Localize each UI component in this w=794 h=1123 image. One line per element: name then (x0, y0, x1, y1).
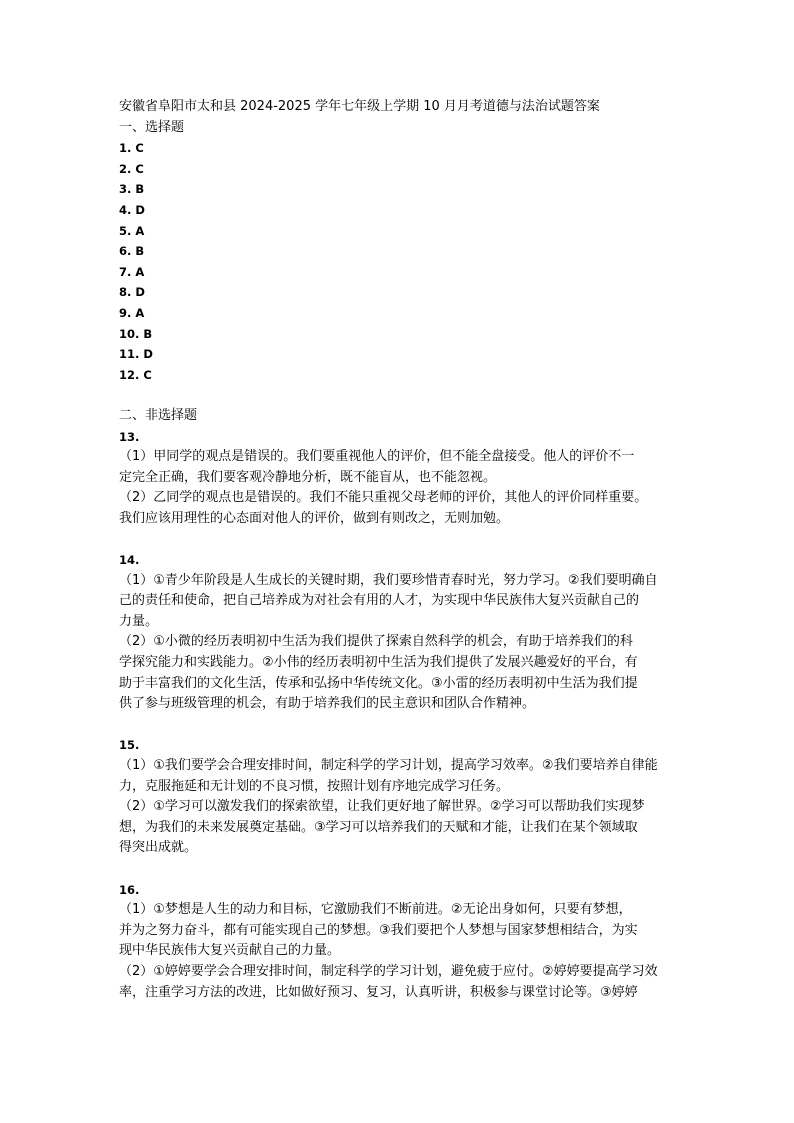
answer-line: （2）①小微的经历表明初中生活为我们提供了探索自然科学的机会，有助于培养我们的科 (119, 634, 633, 650)
question-13 (119, 427, 684, 530)
question-number: 14. (119, 553, 140, 568)
answer-item: 11. D (119, 347, 153, 362)
answer-line: 力，克服拖延和无计划的不良习惯，按照计划有序地完成学习任务。 (119, 778, 510, 794)
answer-item: 3. B (119, 182, 145, 197)
multiple-choice-answers (119, 138, 684, 385)
answer-line: （1）①我们要学会合理安排时间，制定科学的学习计划，提高学习效率。②我们要培养自律能 (119, 758, 658, 773)
answer-item: 9. A (119, 305, 145, 320)
answer-line: （2）乙同学的观点也是错误的。我们不能只重视父母老师的评价，其他人的评价同样重要。 (119, 490, 648, 506)
spacer (119, 385, 684, 406)
answer-line: 想，为我们的未来发展奠定基础。③学习可以培养我们的天赋和才能，让我们在某个领域取 (119, 819, 638, 835)
answer-line: 力量。 (119, 613, 159, 629)
question-15 (119, 735, 684, 859)
answer-line: （1）①梦想是人生的动力和目标，它激励我们不断前进。②无论出身如何，只要有梦想， (119, 902, 632, 918)
question-14 (119, 550, 684, 715)
spacer (119, 529, 684, 550)
answer-line: 并为之努力奋斗，都有可能实现自己的梦想。③我们要把个人梦想与国家梦想相结合，为实 (119, 922, 638, 938)
answer-item: 7. A (119, 264, 145, 279)
answer-item: 5. A (119, 223, 145, 238)
answer-item: 6. B (119, 244, 145, 259)
document-title: 安徽省阜阳市太和县 2024-2025 学年七年级上学期 10 月月考道德与法治试题答案 (119, 99, 600, 114)
question-number: 16. (119, 882, 140, 897)
answer-line: 率，注重学习方法的改进，比如做好预习、复习，认真听讲，积极参与课堂讨论等。③婷婷 (119, 984, 638, 1000)
answer-item: 10. B (119, 326, 153, 341)
answer-item: 4. D (119, 202, 145, 217)
answer-line: （1）甲同学的观点是错误的。我们要重视他人的评价，但不能全盘接受。他人的评价不一 (119, 449, 635, 465)
answer-line: 助于丰富我们的文化生活，传承和弘扬中华传统文化。③小雷的经历表明初中生活为我们提 (119, 675, 638, 691)
answer-item: 12. C (119, 367, 152, 382)
answer-item: 8. D (119, 285, 145, 300)
answer-line: 定完全正确，我们要客观冷静地分析，既不能盲从，也不能忽视。 (119, 469, 497, 485)
answer-sheet-page (119, 97, 684, 1003)
answer-item: 1. C (119, 141, 144, 156)
answer-line: 学探究能力和实践能力。②小伟的经历表明初中生活为我们提供了发展兴趣爱好的平台，有 (119, 655, 638, 671)
answer-line: 供了参与班级管理的机会，有助于培养我们的民主意识和团队合作精神。 (119, 696, 536, 712)
question-number: 15. (119, 738, 140, 753)
spacer (119, 715, 684, 736)
answer-line: （2）①婷婷要学会合理安排时间，制定科学的学习计划，避免疲于应付。②婷婷要提高学习效 (119, 963, 658, 979)
answer-line: 得突出成就。 (119, 840, 198, 856)
answer-line: 现中华民族伟大复兴贡献自己的力量。 (119, 943, 341, 959)
section2-heading: 二、非选择题 (119, 407, 198, 423)
section1-heading: 一、选择题 (119, 119, 185, 135)
question-16 (119, 880, 684, 1004)
answer-line: （1）①青少年阶段是人生成长的关键时期，我们要珍惜青春时光，努力学习。②我们要明确自 (119, 572, 658, 588)
spacer (119, 859, 684, 880)
question-number: 13. (119, 429, 140, 444)
answer-line: 我们应该用理性的心态面对他人的评价，做到有则改之，无则加勉。 (119, 510, 510, 526)
answer-item: 2. C (119, 161, 144, 176)
answer-line: （2）①学习可以激发我们的探索欲望，让我们更好地了解世界。②学习可以帮助我们实现梦 (119, 799, 645, 815)
answer-line: 己的责任和使命，把自己培养成为对社会有用的人才，为实现中华民族伟大复兴贡献自己的 (119, 593, 640, 609)
